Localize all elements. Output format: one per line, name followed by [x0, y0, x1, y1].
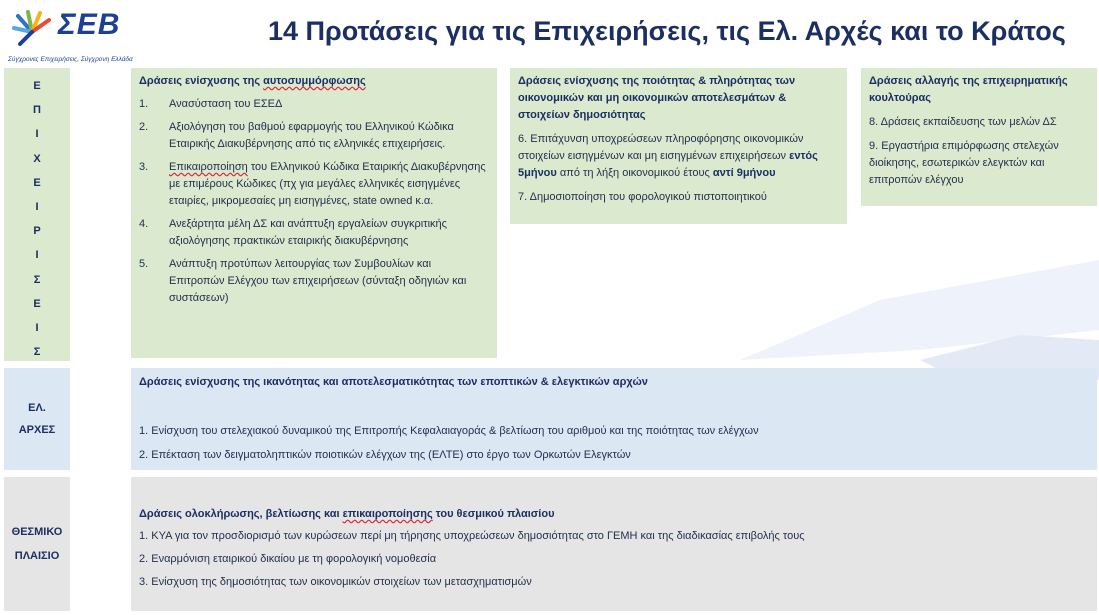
framework-panel: [131, 477, 1097, 611]
vertical-letter: Ι: [35, 128, 39, 141]
vertical-letter: Ι: [35, 249, 39, 262]
page-title: 14 Προτάσεις για τις Επιχειρήσεις, τις Ελ. Αρχές και το Κράτος: [268, 16, 1066, 46]
vertical-letter: Σ: [33, 273, 41, 286]
culture-item-9: 9. Εργαστήρια επιμόρφωσης στελεχών διοίκησης, εσωτερικών ελεγκτών και επιτροπών ελέγχου: [869, 140, 1059, 186]
framework-item-1: 1. ΚΥΑ για τον προσδιορισμό των κυρώσεων περί μη τήρησης υποχρεώσεων δημοσιότητας στο ΓΕΜΗ και της διαδικασίας επιβολής τους: [139, 530, 805, 542]
logo-subtitle: Σύγχρονες Επιχειρήσεις, Σύγχρονη Ελλάδα: [8, 56, 133, 63]
sidebar-label-businesses: [4, 68, 70, 361]
vertical-letter: Ρ: [33, 225, 41, 238]
authorities-label-line1: ΕΛ.: [28, 402, 46, 414]
quality-heading: Δράσεις ενίσχυσης της ποιότητας & πληρότητας των οικονομικών και μη οικονομικών αποτελεσμάτων & στοιχείων δημοσιότητας: [518, 75, 796, 121]
item-underlined-text: Επικαιροποίηση: [169, 161, 248, 173]
authorities-panel: [131, 368, 1097, 470]
authorities-heading: Δράσεις ενίσχυσης της ικανότητας και αποτελεσματικότητας των εποπτικών & ελεγκτικών αρχών: [139, 376, 648, 388]
item-text: 6. Επιτάχυνση υποχρεώσεων πληροφόρησης οικονομικών στοιχείων εισηγμένων και μη εισηγμένων επιχειρήσεων: [518, 133, 804, 162]
list-item: [139, 256, 487, 307]
vertical-letter: Ε: [33, 80, 41, 92]
list-item: [139, 119, 487, 153]
item-number: 2.: [139, 121, 149, 133]
vertical-letter: Χ: [33, 152, 41, 165]
item-text: Ανασύσταση του ΕΣΕΔ: [169, 98, 283, 110]
item-number: 3.: [139, 161, 149, 173]
quality-item-7: 7. Δημοσιοποίηση του φορολογικού πιστοποιητικού: [518, 191, 767, 203]
vertical-letter: Ι: [35, 200, 39, 213]
quality-panel: [510, 68, 847, 224]
heading-text: Δράσεις ενίσχυσης της: [139, 75, 264, 87]
item-text: από τη λήξη οικονομικού έτους: [556, 167, 713, 179]
heading-underlined-text: επικαιροποίησης: [342, 508, 433, 520]
framework-heading: [139, 506, 1087, 523]
authorities-label-line2: ΑΡΧΕΣ: [18, 424, 56, 436]
culture-heading: Δράσεις αλλαγής της επιχειρηματικής κουλτούρας: [869, 75, 1068, 104]
vertical-letter: Σ: [33, 346, 41, 359]
self-compliance-panel: [131, 68, 497, 358]
sidebar-label-framework: [4, 477, 70, 611]
item-bold-text: αντί 9μήνου: [712, 167, 776, 179]
vertical-letter: Ι: [35, 321, 39, 334]
heading-underlined-text: αυτοσυμμόρφωσης: [263, 75, 366, 87]
culture-panel: [861, 68, 1097, 206]
quality-item-6: [518, 131, 837, 182]
framework-label-line2: ΠΛΑΙΣΙΟ: [14, 550, 60, 562]
vertical-letter: Π: [33, 104, 41, 117]
self-compliance-heading: [139, 73, 487, 90]
item-bold-text: εντός 5μήνου: [518, 150, 818, 179]
item-text: Ανεξάρτητα μέλη ΔΣ και ανάπτυξη εργαλείων συγκριτικής αξιολόγησης πρακτικών εταιρικής διακυβέρνησης: [169, 218, 447, 247]
framework-item-2: 2. Εναρμόνιση εταιρικού δικαίου με τη φορολογική νομοθεσία: [139, 553, 437, 565]
heading-text: του θεσμικού πλαισίου: [432, 508, 555, 520]
authorities-item-1: 1. Ενίσχυση του στελεχιακού δυναμικού της Επιτροπής Κεφαλαιαγοράς & βελτίωση του αριθμού και της ποιότητας των ελέγχων: [139, 425, 759, 437]
item-number: 5.: [139, 258, 149, 270]
culture-item-8: 8. Δράσεις εκπαίδευσης των μελών ΔΣ: [869, 116, 1057, 128]
authorities-item-2: 2. Επέκταση των δειγματοληπτικών ποιοτικών ελέγχων της (ΕΛΤΕ) στο έργο των Ορκωτών Ελεγκτών: [139, 449, 631, 461]
list-item: [139, 216, 487, 250]
heading-text: Δράσεις ολοκλήρωσης, βελτίωσης και: [139, 508, 343, 520]
framework-item-3: 3. Ενίσχυση της δημοσιότητας των οικονομικών στοιχείων των μετασχηματισμών: [139, 576, 532, 588]
item-text: Αξιολόγηση του βαθμού εφαρμογής του Ελληνικού Κώδικα Εταιρικής Διακυβέρνησης από τις ελληνικές επιχειρήσεις.: [169, 121, 454, 150]
item-number: 1.: [139, 98, 149, 110]
item-text: Ανάπτυξη προτύπων λειτουργίας των Συμβουλίων και Επιτροπών Ελέγχου των επιχειρήσεων (σύνταξη οδηγιών και συστάσεων): [169, 258, 467, 304]
list-item: [139, 159, 487, 210]
item-number: 4.: [139, 218, 149, 230]
logo-wordmark: ΣΕΒ: [58, 8, 121, 41]
framework-label-line1: ΘΕΣΜΙΚΟ: [11, 526, 63, 538]
sidebar-label-authorities: [4, 368, 70, 470]
vertical-letter: Ε: [33, 176, 41, 189]
list-item: [139, 96, 487, 113]
vertical-letter: Ε: [33, 297, 41, 310]
item-text: του Ελληνικού Κώδικα Εταιρικής Διακυβέρνησης με επιμέρους Κώδικες (πχ για μεγάλες ελληνικές εισηγμένες εταιρίες, μικρομεσαίες μη εισηγμένες, state owned κ.α.: [169, 161, 486, 207]
